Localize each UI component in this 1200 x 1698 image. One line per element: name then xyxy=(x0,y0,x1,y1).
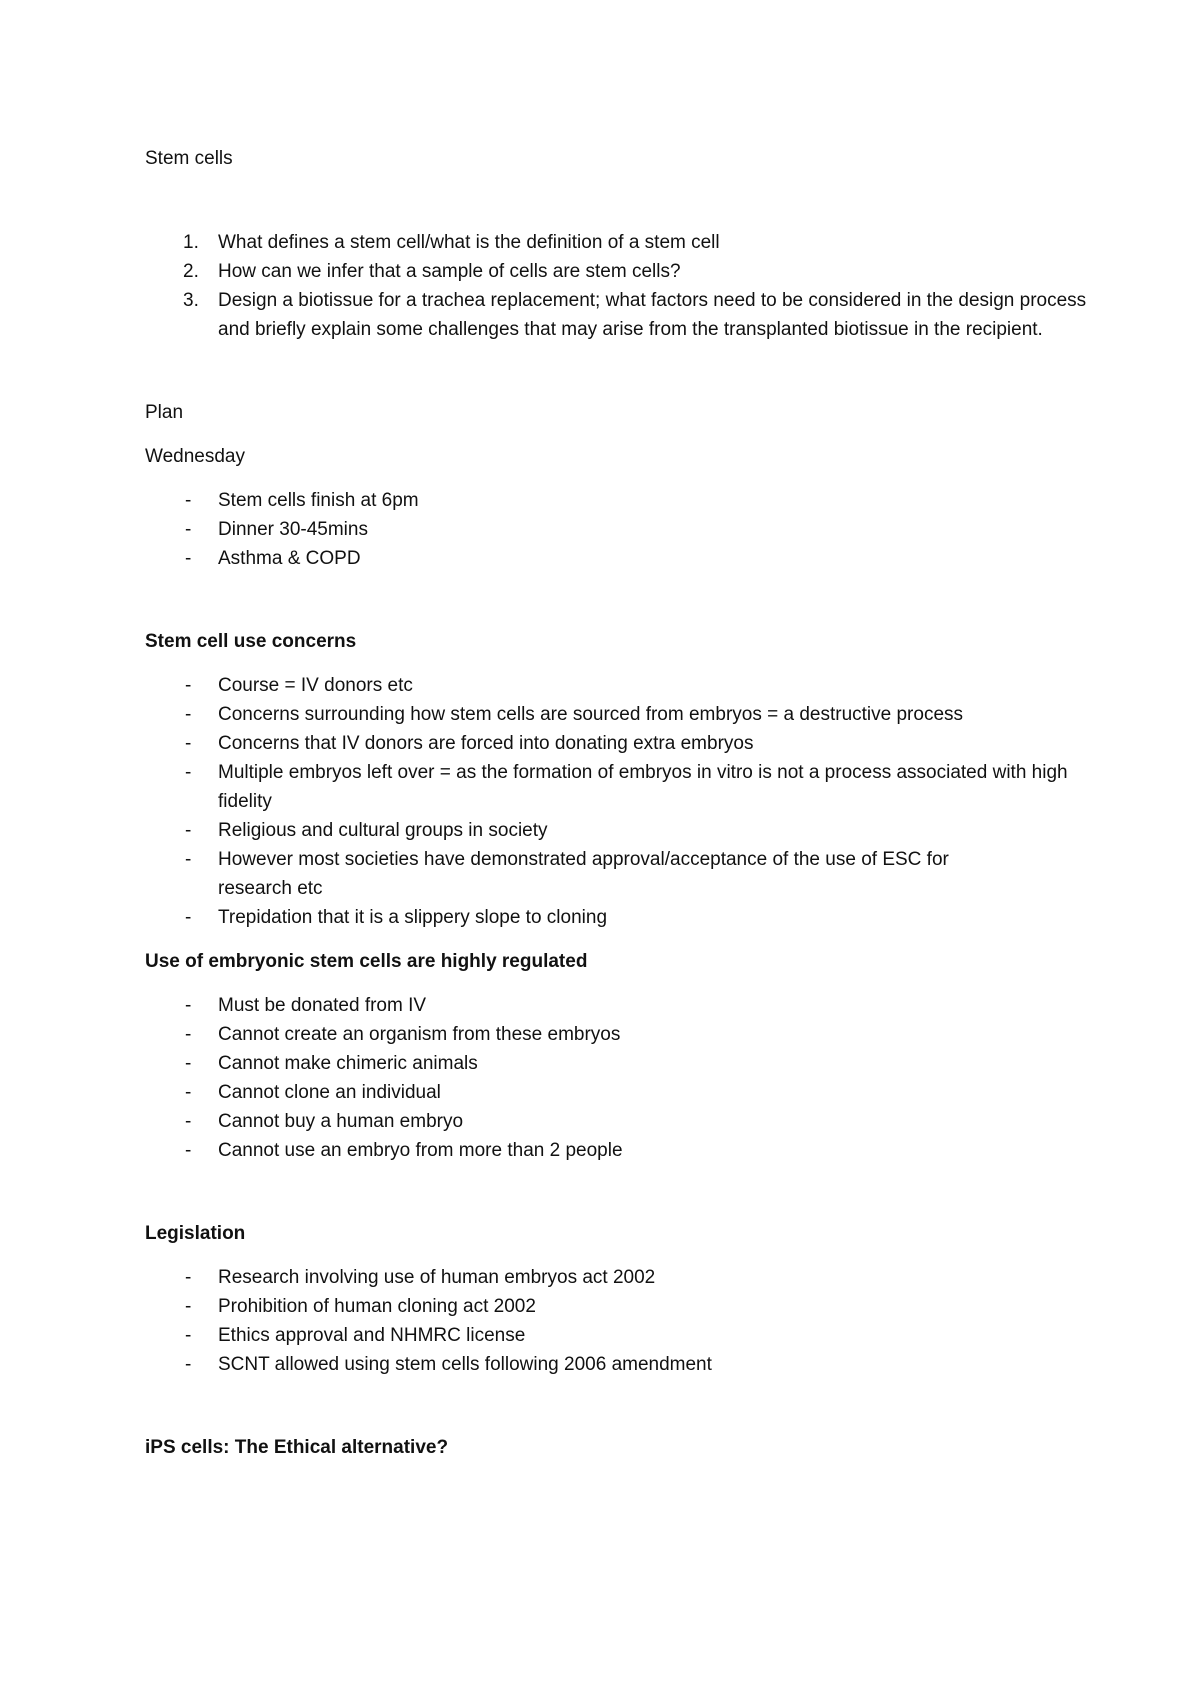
list-item xyxy=(145,515,1050,544)
list-item-text: Dinner 30-45mins xyxy=(218,519,368,540)
list-item-text: Research involving use of human embryos act 2002 xyxy=(218,1267,656,1288)
bullet-dash: - xyxy=(185,1325,192,1346)
list-item xyxy=(145,671,1050,700)
question-item xyxy=(145,228,1050,257)
bullet-dash: - xyxy=(185,1354,192,1375)
bullet-dash: - xyxy=(185,820,192,841)
list-item-text: Prohibition of human cloning act 2002 xyxy=(218,1296,536,1317)
regulated-list xyxy=(145,991,1050,1165)
list-item-text: Stem cells finish at 6pm xyxy=(218,490,419,511)
list-item-text: Must be donated from IV xyxy=(218,995,427,1016)
concerns-heading: Stem cell use concerns xyxy=(145,631,357,652)
bullet-dash: - xyxy=(185,762,192,783)
question-text: What defines a stem cell/what is the definition of a stem cell xyxy=(218,232,720,253)
list-item xyxy=(145,486,1050,515)
regulated-heading: Use of embryonic stem cells are highly regulated xyxy=(145,951,588,972)
list-item-text: Cannot buy a human embryo xyxy=(218,1111,464,1132)
question-text: Design a biotissue for a trachea replacement; what factors need to be considered in the design process and briefly explain some challenges that may arise from the transplanted biotissue in the recipient. xyxy=(218,290,1087,340)
list-item xyxy=(145,1107,1050,1136)
bullet-dash: - xyxy=(185,1140,192,1161)
list-number: 1. xyxy=(183,232,199,253)
document-title: Stem cells xyxy=(145,148,233,169)
bullet-dash: - xyxy=(185,1024,192,1045)
list-item-text: Cannot clone an individual xyxy=(218,1082,441,1103)
questions-list xyxy=(145,228,1087,344)
list-item-text: Religious and cultural groups in society xyxy=(218,820,548,841)
list-item-text: Trepidation that it is a slippery slope to cloning xyxy=(218,907,608,928)
list-item xyxy=(145,991,1050,1020)
list-item-text: Cannot make chimeric animals xyxy=(218,1053,478,1074)
list-item xyxy=(145,758,1068,816)
concerns-list xyxy=(145,671,1068,932)
question-item xyxy=(145,257,1050,286)
list-item xyxy=(145,1292,1050,1321)
bullet-dash: - xyxy=(185,519,192,540)
bullet-dash: - xyxy=(185,675,192,696)
list-item-text: Cannot create an organism from these embryos xyxy=(218,1024,621,1045)
bullet-dash: - xyxy=(185,1111,192,1132)
bullet-dash: - xyxy=(185,995,192,1016)
list-item-text: Asthma & COPD xyxy=(218,548,361,569)
plan-day: Wednesday xyxy=(145,446,245,467)
list-item xyxy=(145,1078,1050,1107)
list-item xyxy=(145,700,1050,729)
question-item xyxy=(145,286,1088,344)
plan-list xyxy=(145,486,1050,573)
bullet-dash: - xyxy=(185,1082,192,1103)
list-item-text: Concerns surrounding how stem cells are sourced from embryos = a destructive process xyxy=(218,704,964,725)
list-item-text: Course = IV donors etc xyxy=(218,675,413,696)
list-number: 3. xyxy=(183,290,199,311)
bullet-dash: - xyxy=(185,490,192,511)
list-item xyxy=(145,544,1050,573)
list-item xyxy=(145,729,1050,758)
list-item xyxy=(145,903,1050,932)
list-number: 2. xyxy=(183,261,199,282)
question-text: How can we infer that a sample of cells are stem cells? xyxy=(218,261,681,282)
bullet-dash: - xyxy=(185,1053,192,1074)
bullet-dash: - xyxy=(185,704,192,725)
list-item xyxy=(145,1321,1050,1350)
bullet-dash: - xyxy=(185,733,192,754)
list-item-text: Ethics approval and NHMRC license xyxy=(218,1325,526,1346)
plan-heading: Plan xyxy=(145,402,184,423)
list-item xyxy=(145,1136,1050,1165)
list-item xyxy=(145,1049,1050,1078)
bullet-dash: - xyxy=(185,1296,192,1317)
list-item-text: Concerns that IV donors are forced into donating extra embryos xyxy=(218,733,754,754)
bullet-dash: - xyxy=(185,1267,192,1288)
list-item-text: SCNT allowed using stem cells following 2006 amendment xyxy=(218,1354,712,1375)
list-item xyxy=(145,845,1018,903)
legislation-list xyxy=(145,1263,1050,1379)
bullet-dash: - xyxy=(185,548,192,569)
bullet-dash: - xyxy=(185,907,192,928)
list-item-text: Cannot use an embryo from more than 2 people xyxy=(218,1140,623,1161)
list-item xyxy=(145,1350,1050,1379)
legislation-heading: Legislation xyxy=(145,1223,246,1244)
ips-heading: iPS cells: The Ethical alternative? xyxy=(145,1437,449,1458)
list-item xyxy=(145,1263,1050,1292)
list-item xyxy=(145,816,1050,845)
list-item xyxy=(145,1020,1050,1049)
bullet-dash: - xyxy=(185,849,192,870)
list-item-text: However most societies have demonstrated approval/acceptance of the use of ESC for research etc xyxy=(218,849,949,899)
list-item-text: Multiple embryos left over = as the formation of embryos in vitro is not a process associated with high fidelity xyxy=(218,762,1068,812)
